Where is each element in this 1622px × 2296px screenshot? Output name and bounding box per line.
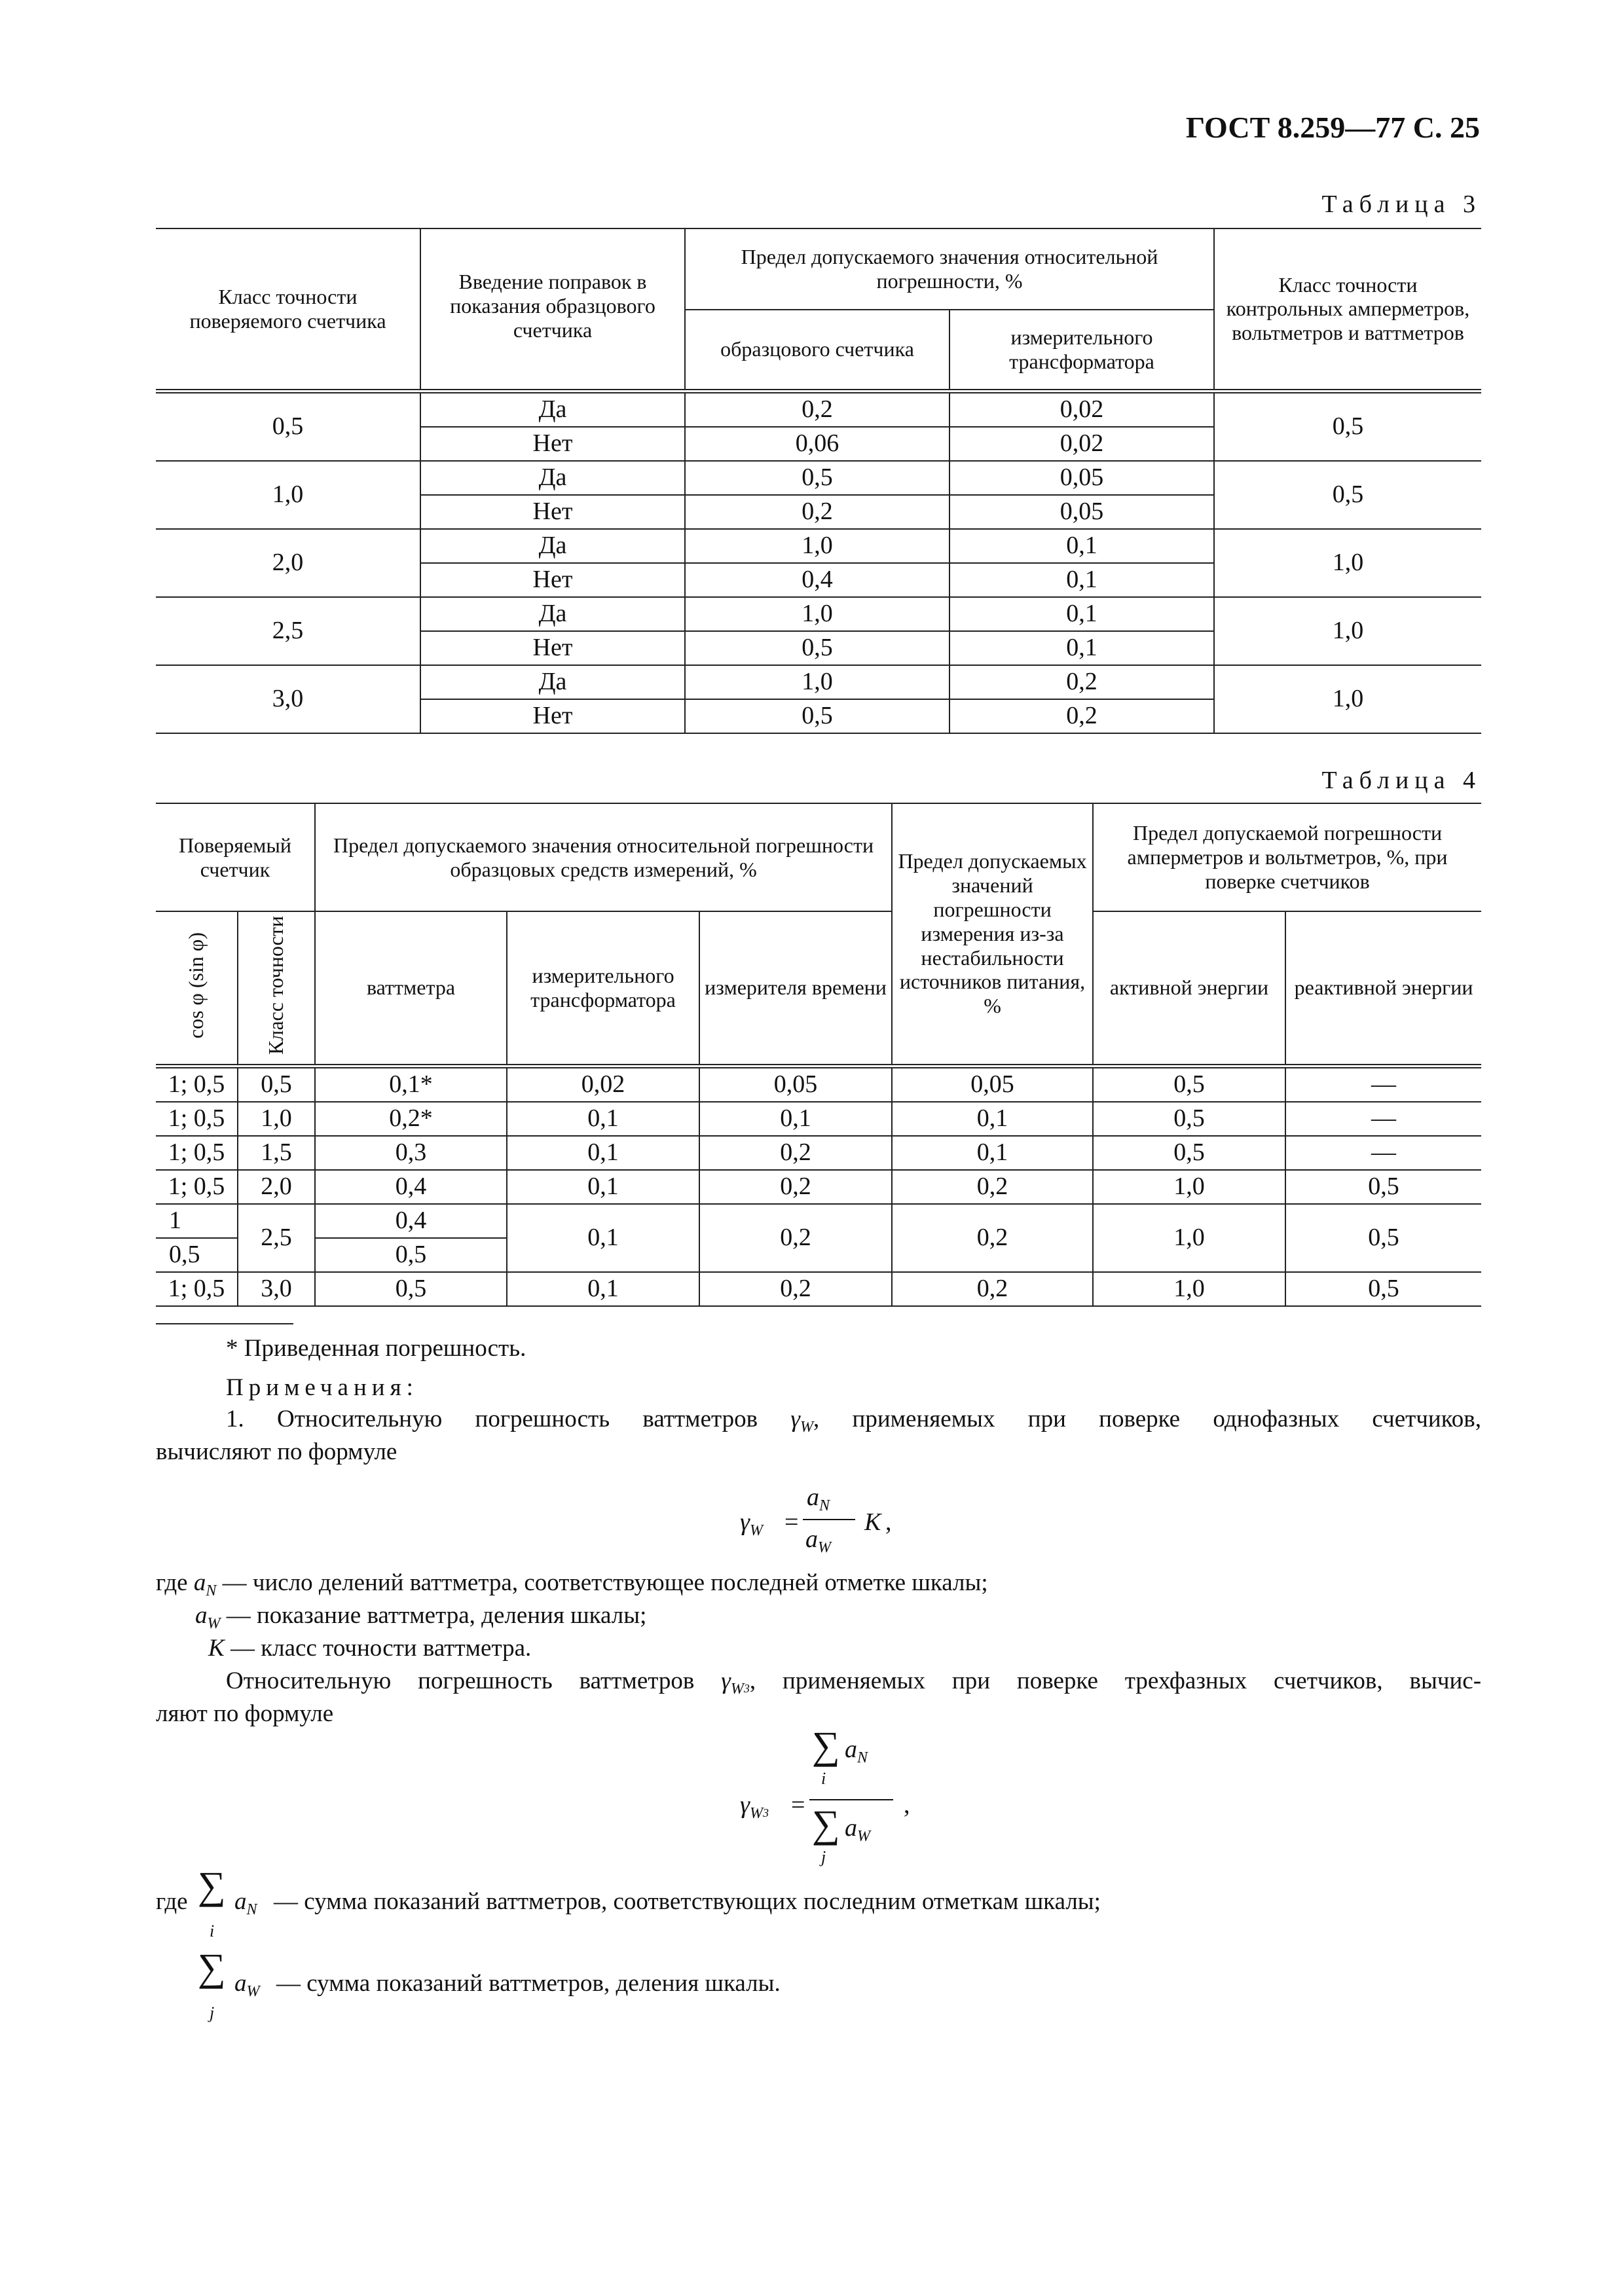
t3-cell-transformer: 0,1	[949, 563, 1214, 597]
t3-cell-corrections: Да	[420, 665, 685, 699]
t3-cell-control: 1,0	[1214, 597, 1481, 665]
formula2-sum-top: ∑	[812, 1724, 840, 1767]
formula2-sum-bottom: ∑	[812, 1802, 840, 1846]
t3-cell-corrections: Нет	[420, 495, 685, 529]
formula1-comma: ,	[885, 1508, 892, 1536]
t3-cell-control: 1,0	[1214, 665, 1481, 733]
t4-cell-watt: 0,5	[315, 1238, 507, 1272]
t4-cell-instab: 0,2	[892, 1272, 1093, 1306]
t4-cell-trans: 0,1	[507, 1170, 699, 1204]
t3-cell-transformer: 0,1	[949, 631, 1214, 665]
t3-cell-sample: 0,5	[685, 699, 949, 733]
formula-2	[740, 1724, 936, 1879]
t3-cell-corrections: Нет	[420, 631, 685, 665]
footnote: * Приведенная погрешность.	[226, 1335, 526, 1362]
formula2-comma: ,	[904, 1791, 910, 1819]
note1-text-b: , применяемых при поверке однофазных счетчиков,	[813, 1406, 1482, 1432]
t4-cell-cos: 1; 0,5	[156, 1102, 238, 1136]
t4-cell-watt: 0,1*	[315, 1066, 507, 1102]
t4-body	[156, 1066, 1481, 1306]
t4-header-class	[238, 911, 315, 1066]
formula2-fraction-bar	[809, 1799, 893, 1800]
t4-row	[156, 1170, 1481, 1204]
t3-cell-class: 1,0	[156, 461, 420, 529]
formula1-lhs: $\gamma_W$	[740, 1508, 763, 1539]
t4-header-class-text: Класс точности	[264, 915, 288, 1055]
t3-cell-transformer: 0,02	[949, 427, 1214, 461]
t4-cell-time: 0,2	[699, 1204, 892, 1272]
t4-cell-active: 0,5	[1093, 1136, 1285, 1170]
t3-cell-class: 0,5	[156, 391, 420, 461]
t3-cell-corrections: Да	[420, 461, 685, 495]
formula1-fraction-bar	[803, 1519, 855, 1520]
t4-cell-active: 0,5	[1093, 1066, 1285, 1102]
where-sum-aW: ∑ j $a_W$ — сумма показаний ваттметров, деления шкалы.	[198, 1946, 781, 2022]
t4-cell-class: 2,5	[238, 1204, 315, 1272]
table3-caption: Таблица 3	[1321, 191, 1481, 218]
t4-cell-reactive: 0,5	[1285, 1204, 1481, 1272]
t3-cell-corrections: Нет	[420, 699, 685, 733]
t4-header-meter: Поверяемый счетчик	[156, 803, 315, 911]
t3-cell-sample: 0,06	[685, 427, 949, 461]
t3-cell-sample: 1,0	[685, 665, 949, 699]
formula2-index-j: j	[821, 1848, 826, 1867]
t4-cell-cos: 0,5	[156, 1238, 238, 1272]
note2-text-a: Относительную погрешность ваттметров	[226, 1667, 695, 1694]
t4-header-wattmeter: ваттметра	[315, 911, 507, 1066]
formula1-denominator: $a_W$	[805, 1525, 831, 1556]
t4-cell-trans: 0,1	[507, 1272, 699, 1306]
t3-cell-sample: 0,4	[685, 563, 949, 597]
t3-header-sample-meter: образцового счетчика	[685, 310, 949, 391]
t3-row	[156, 391, 1481, 427]
t3-cell-transformer: 0,1	[949, 597, 1214, 631]
t3-cell-transformer: 0,05	[949, 461, 1214, 495]
t3-cell-transformer: 0,2	[949, 699, 1214, 733]
formula2-denominator: $a_W$	[845, 1814, 870, 1845]
t3-cell-corrections: Да	[420, 529, 685, 563]
t3-cell-transformer: 0,2	[949, 665, 1214, 699]
t3-cell-corrections: Да	[420, 597, 685, 631]
table4-caption: Таблица 4	[1321, 767, 1481, 794]
t3-cell-control: 0,5	[1214, 391, 1481, 461]
t3-body	[156, 391, 1481, 733]
t3-cell-corrections: Нет	[420, 563, 685, 597]
t3-header-corrections: Введение поправок в показания образцового счетчика	[420, 228, 685, 391]
note2-line1	[156, 1665, 1481, 1705]
t3-cell-sample: 1,0	[685, 529, 949, 563]
t4-cell-cos: 1; 0,5	[156, 1170, 238, 1204]
t4-header-limit-sample: Предел допускаемого значения относительной погрешности образцовых средств измерений, %	[315, 803, 892, 911]
t3-header-limit: Предел допускаемого значения относительной погрешности, %	[685, 228, 1214, 310]
t4-row	[156, 1136, 1481, 1170]
t4-cell-trans: 0,02	[507, 1066, 699, 1102]
t3-cell-sample: 0,2	[685, 495, 949, 529]
t4-cell-watt: 0,3	[315, 1136, 507, 1170]
t3-cell-transformer: 0,1	[949, 529, 1214, 563]
table3	[156, 228, 1481, 734]
t3-header-transformer: измерительного трансформатора	[949, 310, 1214, 391]
t4-cell-instab: 0,2	[892, 1204, 1093, 1272]
where-K: K — класс точности ваттметра.	[208, 1635, 532, 1662]
t4-cell-class: 2,0	[238, 1170, 315, 1204]
gamma-w3-symbol: $\gamma_W3$	[721, 1667, 750, 1698]
t3-cell-corrections: Нет	[420, 427, 685, 461]
t3-cell-control: 1,0	[1214, 529, 1481, 597]
t4-cell-active: 1,0	[1093, 1272, 1285, 1306]
t4-cell-reactive: —	[1285, 1136, 1481, 1170]
t4-header-limit-amm: Предел допускаемой погрешности амперметров и вольтметров, %, при поверке счетчиков	[1093, 803, 1481, 911]
t4-cell-active: 1,0	[1093, 1204, 1285, 1272]
t4-cell-class: 1,5	[238, 1136, 315, 1170]
t4-header-reactive: реактивной энергии	[1285, 911, 1481, 1066]
t4-cell-time: 0,1	[699, 1102, 892, 1136]
t3-row	[156, 461, 1481, 495]
note2-line2: ляют по формуле	[156, 1700, 334, 1727]
t4-cell-active: 1,0	[1093, 1170, 1285, 1204]
note1-line2: вычисляют по формуле	[156, 1438, 397, 1465]
t4-cell-watt: 0,2*	[315, 1102, 507, 1136]
t4-cell-trans: 0,1	[507, 1136, 699, 1170]
note1-text-a: 1. Относительную погрешность ваттметров	[226, 1406, 758, 1432]
t4-cell-trans: 0,1	[507, 1102, 699, 1136]
footnote-rule	[156, 1323, 293, 1324]
where-sum-aN: где ∑ i $a_N$ — сумма показаний ваттметров, соответствующих последним отметкам шкалы;	[156, 1864, 1101, 1941]
notes-title: Примечания:	[226, 1374, 418, 1401]
t4-cell-time: 0,2	[699, 1272, 892, 1306]
t4-header-cos	[156, 911, 238, 1066]
formula2-numerator: $a_N$	[845, 1736, 868, 1766]
t4-cell-class: 3,0	[238, 1272, 315, 1306]
t3-cell-control: 0,5	[1214, 461, 1481, 529]
t3-cell-class: 2,0	[156, 529, 420, 597]
t3-header-control-class: Класс точности контрольных амперметров, вольтметров и ваттметров	[1214, 228, 1481, 391]
t4-cell-instab: 0,1	[892, 1102, 1093, 1136]
t4-cell-reactive: —	[1285, 1102, 1481, 1136]
t4-cell-watt: 0,4	[315, 1204, 507, 1238]
t4-cell-reactive: 0,5	[1285, 1272, 1481, 1306]
t3-cell-class: 3,0	[156, 665, 420, 733]
t4-cell-cos: 1; 0,5	[156, 1136, 238, 1170]
t4-cell-cos: 1	[156, 1204, 238, 1238]
t4-cell-active: 0,5	[1093, 1102, 1285, 1136]
t4-cell-instab: 0,1	[892, 1136, 1093, 1170]
formula-1	[740, 1483, 897, 1561]
t3-cell-class: 2,5	[156, 597, 420, 665]
t4-row	[156, 1204, 1481, 1238]
t3-row	[156, 529, 1481, 563]
t4-row	[156, 1272, 1481, 1306]
where-aN: где $a_N$ — число делений ваттметра, соответствующее последней отметке шкалы;	[156, 1569, 988, 1599]
t4-cell-cos: 1; 0,5	[156, 1066, 238, 1102]
t4-cell-time: 0,05	[699, 1066, 892, 1102]
t4-cell-cos: 1; 0,5	[156, 1272, 238, 1306]
page-header: ГОСТ 8.259—77 С. 25	[1185, 111, 1480, 144]
t4-cell-watt: 0,5	[315, 1272, 507, 1306]
note2-text-b: , применяемых при поверке трехфазных счетчиков, вычис-	[749, 1667, 1482, 1694]
gamma-w-symbol: $\gamma_W$	[790, 1406, 813, 1436]
t3-header-class: Класс точности поверяемого счетчика	[156, 228, 420, 391]
t4-header-timer: измерителя времени	[699, 911, 892, 1066]
t4-header-cos-text: cos φ (sin φ)	[184, 932, 208, 1038]
formula1-eq: =	[784, 1508, 799, 1536]
t4-header-active: активной энергии	[1093, 911, 1285, 1066]
t4-cell-watt: 0,4	[315, 1170, 507, 1204]
t3-row	[156, 665, 1481, 699]
t4-cell-reactive: —	[1285, 1066, 1481, 1102]
t4-cell-instab: 0,05	[892, 1066, 1093, 1102]
t3-cell-transformer: 0,02	[949, 391, 1214, 427]
t4-header-transformer: измерительного трансформатора	[507, 911, 699, 1066]
t4-row	[156, 1102, 1481, 1136]
formula2-eq: =	[791, 1791, 805, 1819]
table4	[156, 803, 1481, 1307]
t4-cell-reactive: 0,5	[1285, 1170, 1481, 1204]
t4-header-limit-instab: Предел допускаемых значений погрешности измерения из-за нестабильности источников питания, %	[892, 803, 1093, 1066]
t3-cell-sample: 1,0	[685, 597, 949, 631]
formula1-numerator: $a_N$	[807, 1484, 830, 1514]
t4-cell-class: 1,0	[238, 1102, 315, 1136]
formula2-lhs: $\gamma_W3$	[740, 1791, 769, 1822]
t4-cell-time: 0,2	[699, 1170, 892, 1204]
t3-row	[156, 597, 1481, 631]
t4-cell-class: 0,5	[238, 1066, 315, 1102]
t3-cell-transformer: 0,05	[949, 495, 1214, 529]
t4-cell-time: 0,2	[699, 1136, 892, 1170]
t4-cell-instab: 0,2	[892, 1170, 1093, 1204]
t3-cell-sample: 0,2	[685, 391, 949, 427]
t3-cell-sample: 0,5	[685, 461, 949, 495]
t4-cell-trans: 0,1	[507, 1204, 699, 1272]
t4-row	[156, 1066, 1481, 1102]
t3-cell-sample: 0,5	[685, 631, 949, 665]
formula1-k: K	[864, 1508, 881, 1536]
t3-cell-corrections: Да	[420, 391, 685, 427]
where-aW: $a_W$ — показание ваттметра, деления шкалы;	[195, 1602, 647, 1632]
formula2-index-i: i	[821, 1769, 826, 1788]
